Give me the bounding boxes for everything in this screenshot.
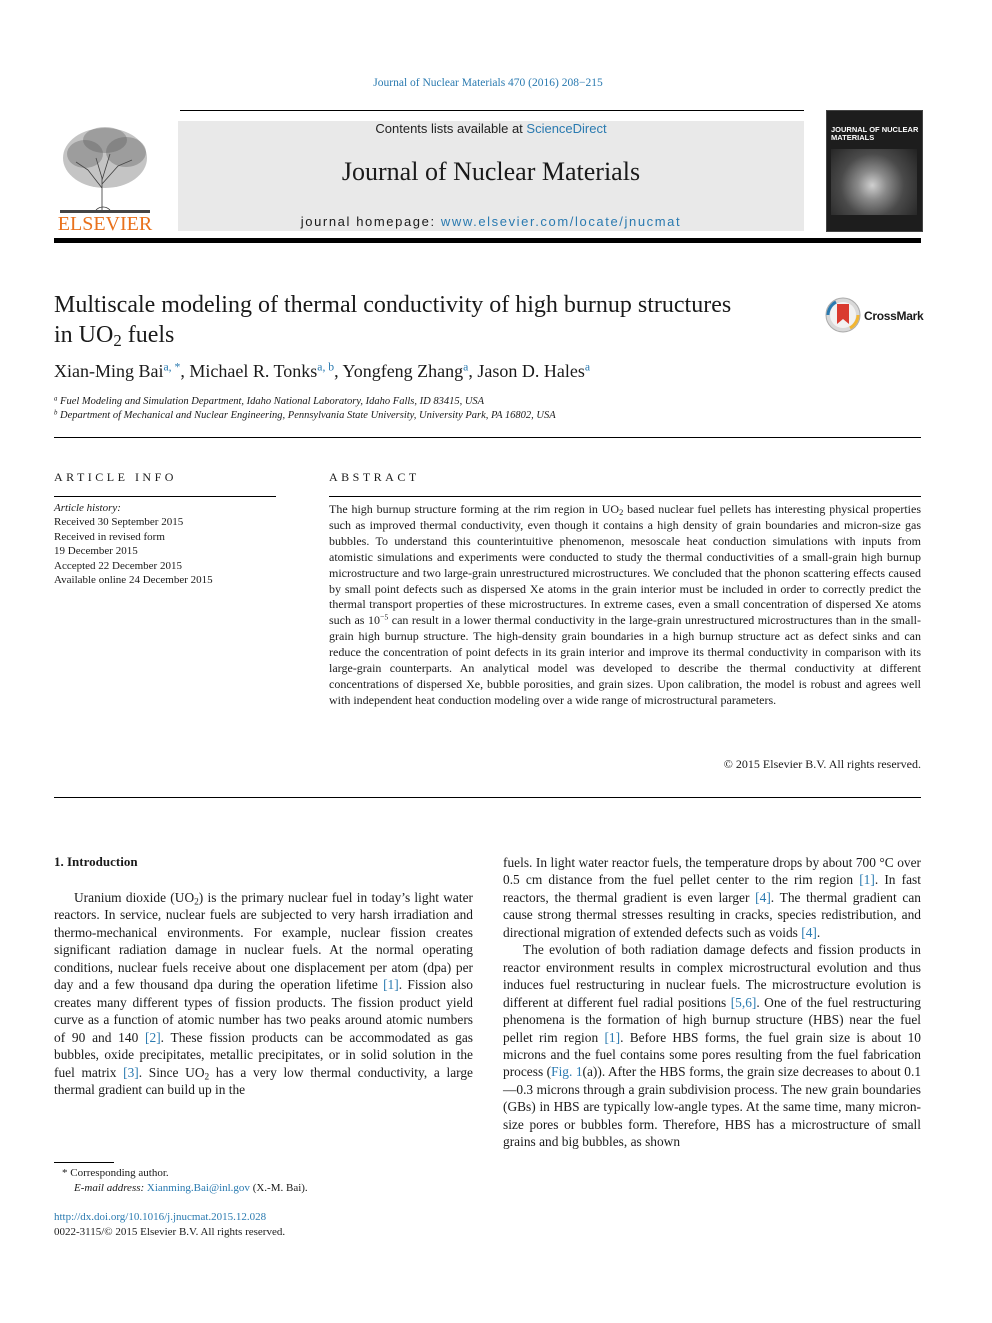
author-separator: , xyxy=(468,361,478,381)
email-label: E-mail address: xyxy=(74,1182,147,1194)
subscript: 2 xyxy=(194,897,199,908)
author-name[interactable]: Yongfeng Zhang xyxy=(342,361,464,381)
affiliation-text: Fuel Modeling and Simulation Department, Idaho National Laboratory, Idaho Falls, ID 83415, USA xyxy=(60,396,485,407)
author-separator: , xyxy=(334,361,343,381)
homepage-prefix: journal homepage: xyxy=(300,214,441,229)
journal-citation[interactable]: Journal of Nuclear Materials 470 (2016) 208−215 xyxy=(373,77,603,89)
abstract-text xyxy=(329,502,921,709)
history-item: Received in revised form xyxy=(54,530,165,543)
text: Uranium dioxide (UO xyxy=(74,890,195,905)
elsevier-logo[interactable] xyxy=(50,118,160,236)
history-item: 19 December 2015 xyxy=(54,545,138,558)
header-thick-rule xyxy=(54,238,921,243)
contents-prefix: Contents lists available at xyxy=(375,121,527,136)
article-info-heading: ARTICLE INFO xyxy=(54,470,177,484)
section-heading-introduction: 1. Introduction xyxy=(54,854,138,869)
abstract-bottom-rule xyxy=(54,797,921,798)
journal-cover-thumbnail[interactable] xyxy=(826,110,923,232)
footnote xyxy=(54,1166,474,1196)
email-line xyxy=(54,1181,474,1196)
author-list xyxy=(54,361,914,382)
homepage-link[interactable]: www.elsevier.com/locate/jnucmat xyxy=(440,214,682,229)
author-affiliation-mark[interactable]: a, b xyxy=(317,360,335,374)
abstract-copyright: © 2015 Elsevier B.V. All rights reserved. xyxy=(723,757,921,771)
text: . The thermal gradient can cause strong thermal stresses resulting in cracks, species redistribution, and directional migration of extended defects such as voids xyxy=(503,889,921,940)
author-affiliation-mark[interactable]: a xyxy=(584,360,591,374)
paragraph xyxy=(503,941,921,1150)
text: . These fission products can be accommodated as gas bubbles, oxide precipitates, metallic precipitates, or in solid solution in the fuel matrix xyxy=(54,1029,473,1080)
journal-title[interactable]: Journal of Nuclear Materials xyxy=(341,157,641,186)
citation-link[interactable]: [1] xyxy=(604,1029,621,1045)
history-item: Accepted 22 December 2015 xyxy=(54,559,182,572)
subscript: 2 xyxy=(204,1071,210,1082)
homepage-line xyxy=(178,214,804,229)
text: . One of the fuel restructuring phenomena is the formation of high burnup structure (HBS) near the fuel pellet rim region xyxy=(503,994,921,1045)
article-info-rule xyxy=(54,496,276,497)
affiliation-a xyxy=(54,396,914,407)
footnote-rule xyxy=(54,1162,114,1163)
paragraph xyxy=(503,854,921,941)
body-column-left xyxy=(54,889,473,1098)
citation-link[interactable]: [4] xyxy=(755,889,771,905)
text: fuels. In light water reactor fuels, the temperature drops by about 700 °C over 0.5 cm distance from the fuel pellet center to the rim region xyxy=(503,855,921,888)
crossmark-icon xyxy=(824,296,864,336)
article-title xyxy=(54,290,754,350)
abstract-fragment: based nuclear fuel pellets has interesting physical properties such as improved thermal conductivity, even though it contains a high density of grain boundaries and micron-size gas bubbles. To understand this counterintuitive phenomenon, mesoscale heat conduction simulations with inputs from atomistic simulations and experiments were conducted to study the thermal conductivities of a small-grain high burnup microstructure and two large-grain unrestructured microstructures. We concluded that the phonon scattering effects caused by small point defects such as dispersed Xe atoms in the grain interior must be included in order to correctly predict the thermal transport properties of these microstructures. In extreme cases, even a small concentration of dispersed Xe atoms such as 10 xyxy=(329,502,922,628)
abstract-heading: ABSTRACT xyxy=(329,470,420,484)
history-item: Received 30 September 2015 xyxy=(54,516,184,529)
citation-link[interactable]: [4] xyxy=(801,924,817,940)
citation-link[interactable]: [1] xyxy=(383,977,399,993)
author-name[interactable]: Michael R. Tonks xyxy=(189,361,318,381)
affiliation-b xyxy=(54,410,914,421)
elsevier-wordmark: ELSEVIER xyxy=(57,213,153,235)
email-link[interactable]: Xianming.Bai@inl.gov xyxy=(146,1182,250,1194)
article-history xyxy=(54,501,276,587)
affiliation-rule xyxy=(54,437,921,438)
citation-link[interactable]: [3] xyxy=(123,1064,139,1080)
text: (a)). After the HBS forms, the grain size decreases to about 0.1—0.3 microns through a grain subdivision process. The new grain boundaries (GBs) in HBS are typically low-angle types. At the same time, many micron-size pores or bubbles form. Therefore, HBS has a microstructure of small grains and big bubbles, as shown xyxy=(503,1064,922,1150)
text: . In fast reactors, the thermal gradient is even larger xyxy=(503,872,921,905)
text: The evolution of both radiation damage defects and fission products in reactor environment results in complex microstructural evolution and thus induces fuel restructuring in nuclear fuels. The microstructure evolution is different at different fuel radial positions xyxy=(503,942,921,1010)
author-affiliation-mark[interactable]: a, * xyxy=(163,360,181,374)
abstract-fragment: The high burnup structure forming at the rim region in UO xyxy=(329,502,620,516)
abstract-subscript: 2 xyxy=(619,508,624,518)
elsevier-tree-icon xyxy=(50,118,160,236)
author-name[interactable]: Xian-Ming Bai xyxy=(54,361,164,381)
text: ) is the primary nuclear fuel in today’s light water reactors. In service, nuclear fuels are subjected to very harsh irradiation and thermo-mechanical environments. For example, nuclear fission creates significant radiation damage in nuclear fuels. At the normal operating conditions, nuclear fuels receive about one displacement per atom (dpa) per day and a few thousand dpa during the operation lifetime xyxy=(54,890,473,993)
body-column-right xyxy=(503,854,921,1151)
contents-line xyxy=(178,121,804,136)
text: . xyxy=(816,924,821,940)
cover-image xyxy=(831,149,917,215)
header-rule xyxy=(180,110,804,111)
author-name[interactable]: Jason D. Hales xyxy=(477,361,585,381)
affiliation-text: Department of Mechanical and Nuclear Engineering, Pennsylvania State University, University Park, PA 16802, USA xyxy=(60,410,556,421)
text: . Fission also creates many different types of fission products. The fission product yield curve as a function of atomic number has two peaks around atomic numbers of 90 and 140 xyxy=(54,977,473,1045)
author-separator: , xyxy=(180,361,190,381)
citation-link[interactable]: [1] xyxy=(859,872,875,888)
text: . Before HBS forms, the fuel grain size is about 10 microns and the fuel contains some pores resulting from the fuel fabrication process ( xyxy=(503,1029,921,1080)
abstract-rule xyxy=(329,496,921,497)
crossmark-label[interactable]: CrossMark xyxy=(864,309,924,323)
email-suffix: (X.-M. Bai). xyxy=(249,1182,308,1194)
history-item: Available online 24 December 2015 xyxy=(54,574,213,587)
sciencedirect-link[interactable]: ScienceDirect xyxy=(526,121,607,136)
title-text-end: fuels xyxy=(121,322,175,348)
author-affiliation-mark[interactable]: a xyxy=(463,360,469,374)
text: . Since UO xyxy=(138,1064,205,1080)
figure-link[interactable]: Fig. 1 xyxy=(551,1064,583,1080)
title-subscript: 2 xyxy=(113,331,122,351)
citation-link[interactable]: [5,6] xyxy=(730,994,757,1010)
abstract-fragment: can result in a lower thermal conductivity in the large-grain unrestructured microstructures than in the small-grain high burnup structure. The high-density grain boundaries in a high burnup structure act as defect sinks and can reduce the concentration of point defects in its grain interior and improve its thermal conductivity in comparison with its large-grain counterparts. An analytical model was developed to describe the thermal conductivity at different concentrations of dispersed Xe, bubble porosities, and grain sizes. Upon calibration, the model is robust and agrees well with independent heat conduction modeling over a wide range of microstructural parameters. xyxy=(329,613,921,707)
affiliation-mark: b xyxy=(54,409,58,417)
citation-link[interactable]: [2] xyxy=(145,1029,161,1045)
corresponding-author-note: * Corresponding author. xyxy=(62,1167,169,1179)
paragraph xyxy=(54,889,473,1098)
cover-title: JOURNAL OF NUCLEAR MATERIALS xyxy=(831,125,919,142)
history-label: Article history: xyxy=(54,502,121,514)
affiliation-mark: a xyxy=(54,395,58,403)
title-text: Multiscale modeling of thermal conductivity of high burnup structures in UO xyxy=(54,292,732,348)
abstract-superscript: −5 xyxy=(379,613,389,623)
issn-line: 0022-3115/© 2015 Elsevier B.V. All rights reserved. xyxy=(54,1226,286,1238)
text: has a very low thermal conductivity, a large thermal gradient can build up in the xyxy=(54,1064,473,1097)
doi-link[interactable]: http://dx.doi.org/10.1016/j.jnucmat.2015.12.028 xyxy=(54,1211,267,1223)
